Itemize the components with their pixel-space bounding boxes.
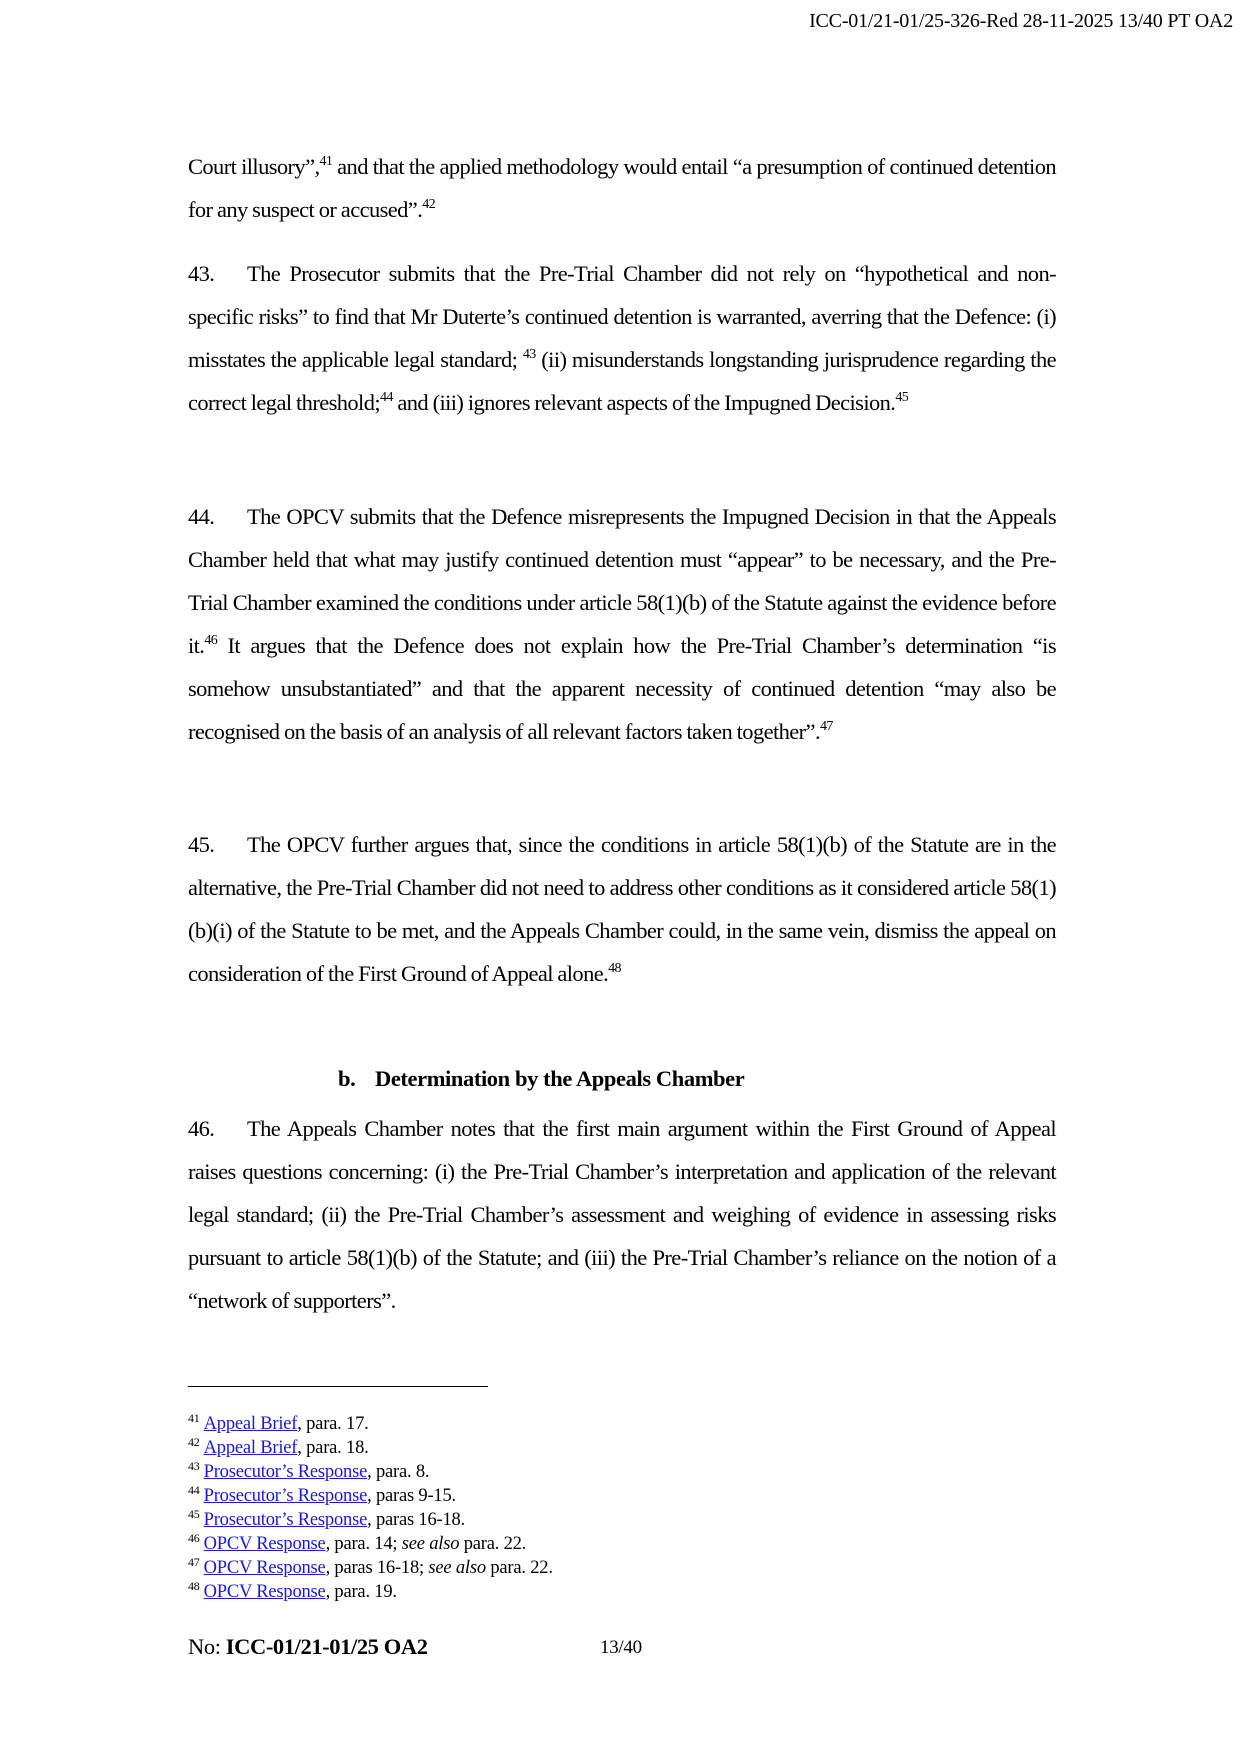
footnote-separator — [188, 1386, 488, 1387]
footnote-item — [188, 1460, 553, 1484]
footnote-link[interactable]: OPCV Response — [203, 1534, 326, 1554]
paragraph-43 — [188, 252, 1056, 424]
text: The Prosecutor submits that the Pre-Trial Chamber did not rely on “hypothetical and non-specific risks” to find that Mr Duterte’s continued detention is warranted, averring that the Defence: (i) misstates the applicable legal standard; — [188, 261, 1056, 372]
footnote-signal: see also — [428, 1558, 486, 1578]
footnote-text: , para. 18. — [297, 1438, 369, 1458]
footnote-ref[interactable]: 45 — [895, 390, 909, 405]
footnote-number: 43 — [188, 1459, 200, 1473]
footnote-ref[interactable]: 48 — [608, 961, 621, 976]
footnote-text: , para. 19. — [325, 1582, 397, 1602]
footer-case-number — [188, 1634, 428, 1660]
footnote-item — [188, 1508, 553, 1532]
footnote-item — [188, 1436, 553, 1460]
paragraph-number: 46. — [188, 1116, 215, 1141]
paragraph-number: 44. — [188, 504, 215, 529]
footnote-text: , para. 14; — [325, 1534, 402, 1554]
footnote-number: 42 — [188, 1435, 200, 1449]
text: The OPCV further argues that, since the conditions in article 58(1)(b) of the Statute are in the alternative, the Pre-Trial Chamber did not need to address other conditions as it considered article 58(1)(b)(i) of the Statute to be met, and the Appeals Chamber could, in the same vein, dismiss the appeal on consideration of the First Ground of Appeal alone. — [188, 832, 1056, 986]
text: and that the applied methodology would entail “a presumption of continued detention for any suspect or accused”. — [188, 154, 1056, 222]
text: Court illusory”, — [188, 154, 320, 179]
footnote-ref[interactable]: 47 — [819, 719, 833, 734]
footnote-item — [188, 1484, 553, 1508]
paragraph-46 — [188, 1107, 1056, 1322]
text: (ii) misunderstands longstanding jurisprudence regarding the correct legal threshold; — [188, 347, 1056, 415]
text: The Appeals Chamber notes that the first main argument within the First Ground of Appeal raises questions concerning: (i) the Pre-Trial Chamber’s interpretation and application of the relevant legal standard; (ii) the Pre-Trial Chamber’s assessment and weighing of evidence in assessing risks pursuant to article 58(1)(b) of the Statute; and (iii) the Pre-Trial Chamber’s reliance on the notion of a “network of supporters”. — [188, 1116, 1056, 1313]
footnote-number: 47 — [188, 1555, 200, 1569]
footnote-text: para. 22. — [485, 1558, 553, 1578]
footnote-item — [188, 1580, 553, 1604]
footnote-number: 44 — [188, 1483, 200, 1497]
footnote-ref[interactable]: 46 — [204, 633, 218, 648]
text: It argues that the Defence does not explain how the Pre-Trial Chamber’s determination “is somehow unsubstantiated” and that the apparent necessity of continued detention “may also be recognised on the basis of an analysis of all relevant factors taken together”. — [188, 633, 1056, 744]
footnote-text: , paras 9-15. — [367, 1486, 456, 1506]
page-number: 13/40 — [600, 1637, 642, 1658]
footnote-number: 46 — [188, 1531, 200, 1545]
footnote-link[interactable]: Prosecutor’s Response — [203, 1510, 368, 1530]
footnote-item — [188, 1532, 553, 1556]
footnote-link[interactable]: Prosecutor’s Response — [203, 1486, 368, 1506]
footnote-text: , paras 16-18. — [367, 1510, 465, 1530]
paragraph-44 — [188, 495, 1056, 753]
footnote-text: , para. 8. — [367, 1462, 430, 1482]
footnote-link[interactable]: OPCV Response — [203, 1582, 326, 1602]
footnote-link[interactable]: Appeal Brief — [203, 1438, 298, 1458]
paragraph-number: 43. — [188, 261, 215, 286]
paragraph-45 — [188, 823, 1056, 995]
section-label: b. — [338, 1066, 356, 1091]
footnote-ref[interactable]: 42 — [422, 197, 436, 212]
footnote-ref[interactable]: 44 — [380, 390, 393, 405]
footnote-signal: see also — [401, 1534, 460, 1554]
section-title: Determination by the Appeals Chamber — [375, 1066, 745, 1091]
text: The OPCV submits that the Defence misrepresents the Impugned Decision in that the Appeals Chamber held that what may justify continued detention must “appear” to be necessary, and the Pre-Trial Chamber examined the conditions under article 58(1)(b) of the Statute against the evidence before it. — [188, 504, 1056, 658]
footnote-number: 41 — [188, 1411, 200, 1425]
paragraph-number: 45. — [188, 832, 215, 857]
footnote-item — [188, 1556, 553, 1580]
section-heading — [338, 1064, 744, 1094]
footnotes-list — [188, 1412, 553, 1604]
document-stamp: ICC-01/21-01/25-326-Red 28-11-2025 13/40 PT OA2 — [809, 10, 1233, 32]
footnote-number: 45 — [188, 1507, 200, 1521]
footnote-item — [188, 1412, 553, 1436]
case-number: ICC-01/21-01/25 OA2 — [225, 1634, 428, 1659]
footnote-link[interactable]: Prosecutor’s Response — [203, 1462, 368, 1482]
paragraph-continuation — [188, 145, 1056, 231]
text: and (iii) ignores relevant aspects of the Impugned Decision. — [392, 390, 896, 415]
footnote-text: , paras 16-18; — [325, 1558, 429, 1578]
footnote-ref[interactable]: 41 — [319, 154, 333, 169]
footer-prefix: No: — [188, 1634, 226, 1659]
footnote-ref[interactable]: 43 — [522, 347, 536, 362]
footnote-text: , para. 17. — [297, 1414, 369, 1434]
footnote-text: para. 22. — [459, 1534, 527, 1554]
footnote-number: 48 — [188, 1579, 200, 1593]
footnote-link[interactable]: OPCV Response — [203, 1558, 326, 1578]
footnote-link[interactable]: Appeal Brief — [203, 1414, 298, 1434]
